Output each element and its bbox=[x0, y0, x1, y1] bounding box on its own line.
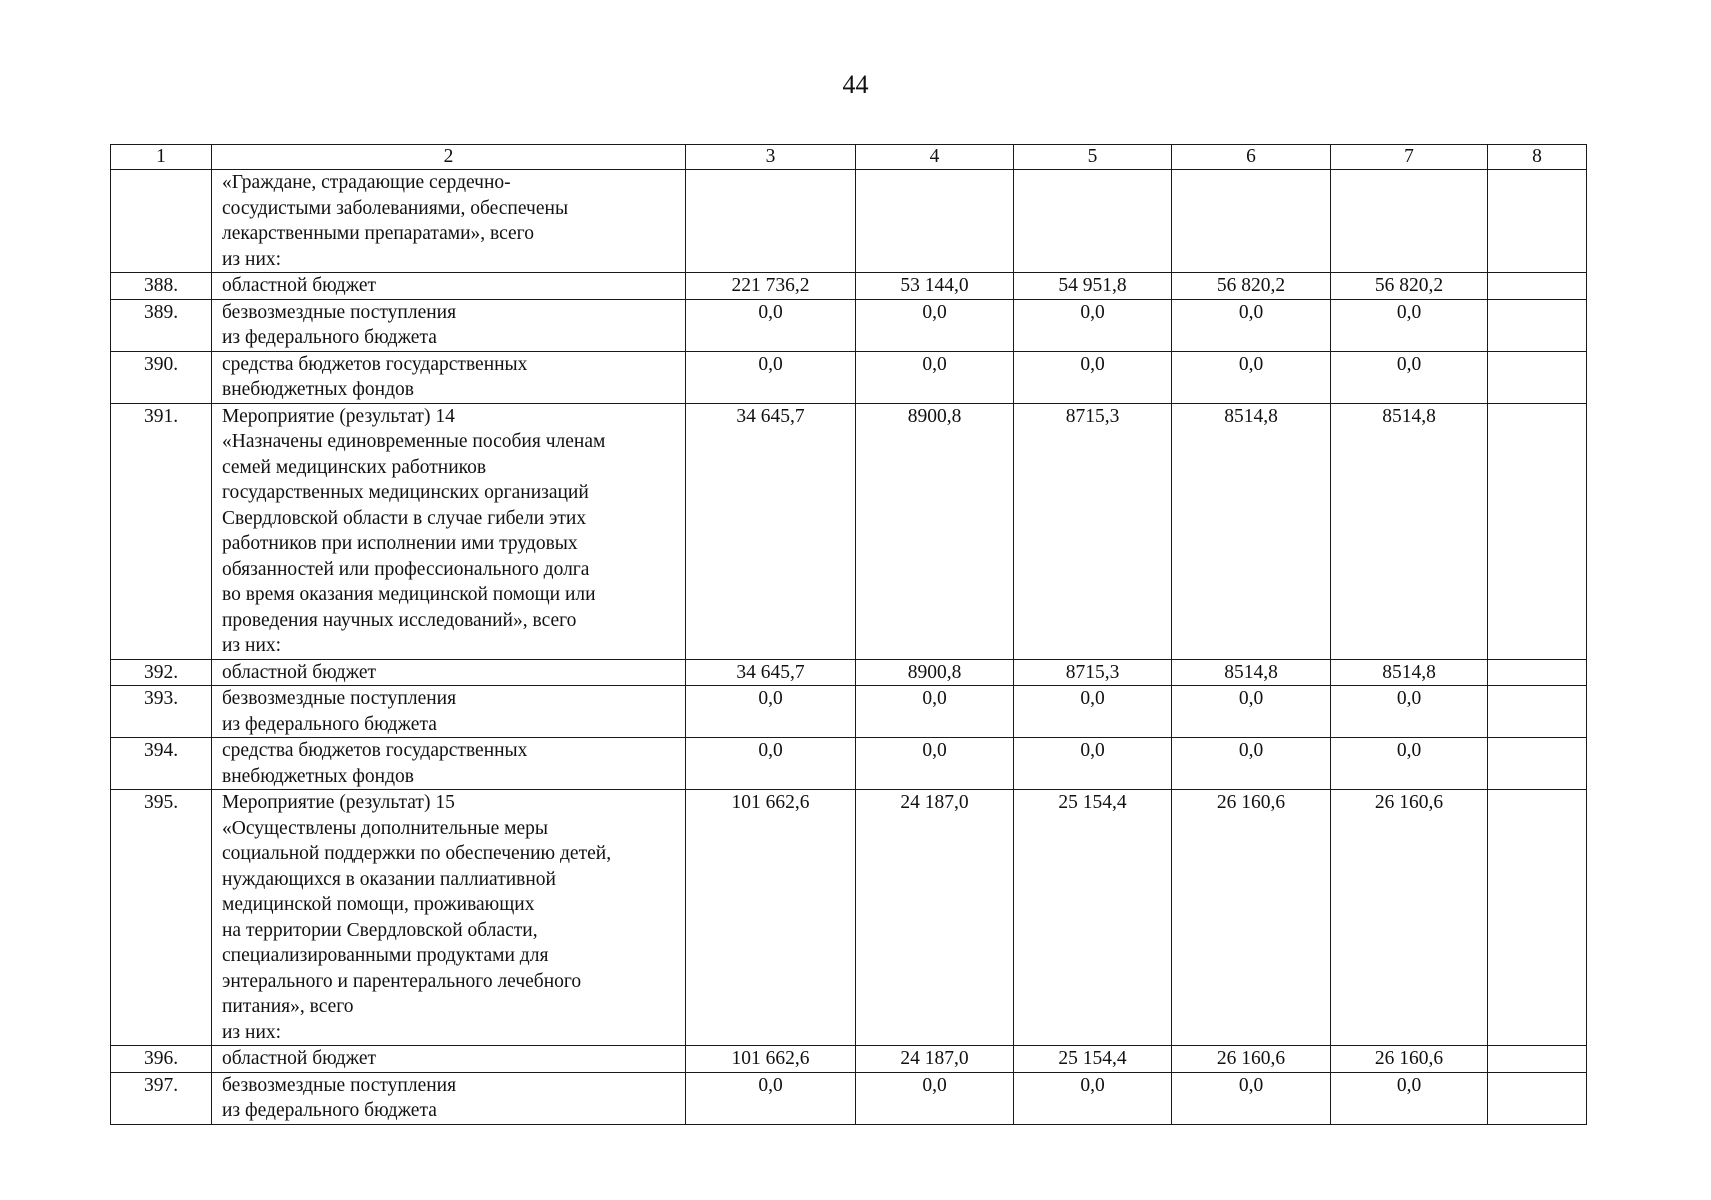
value-cell-col-7: 0,0 bbox=[1331, 351, 1488, 403]
value-cell-col-5: 54 951,8 bbox=[1014, 273, 1172, 300]
value-cell-col-4: 0,0 bbox=[856, 1072, 1014, 1124]
description-line: из них: bbox=[222, 1021, 282, 1043]
value-cell-col-8 bbox=[1488, 299, 1587, 351]
header-row bbox=[111, 145, 1587, 170]
value-cell-col-7 bbox=[1331, 170, 1488, 273]
value-cell-col-4 bbox=[856, 170, 1014, 273]
value-cell-col-6: 8514,8 bbox=[1172, 403, 1331, 659]
value-cell-col-8 bbox=[1488, 659, 1587, 686]
description-line: из них: bbox=[222, 248, 282, 270]
header-cell-3: 3 bbox=[686, 145, 856, 170]
description-line: из федерального бюджета bbox=[222, 1100, 437, 1121]
table-row bbox=[111, 299, 1587, 351]
row-number: 391. bbox=[111, 403, 212, 659]
value-cell-col-3: 0,0 bbox=[686, 686, 856, 738]
value-cell-col-6: 0,0 bbox=[1172, 1072, 1331, 1124]
description-line: Свердловской области в случае гибели этих bbox=[222, 507, 587, 529]
description-line: из федерального бюджета bbox=[222, 327, 437, 348]
value-cell-col-3: 101 662,6 bbox=[686, 790, 856, 1046]
description-line: сосудистыми заболеваниями, обеспечены bbox=[222, 197, 569, 219]
value-cell-col-5: 0,0 bbox=[1014, 1072, 1172, 1124]
description-line: внебюджетных фондов bbox=[222, 379, 414, 400]
table-row bbox=[111, 170, 1587, 273]
row-description bbox=[212, 273, 686, 300]
row-description bbox=[212, 403, 686, 659]
value-cell-col-4: 53 144,0 bbox=[856, 273, 1014, 300]
description-line: средства бюджетов государственных bbox=[222, 353, 528, 375]
description-line: безвозмездные поступления bbox=[222, 688, 457, 709]
description-line: «Граждане, страдающие сердечно- bbox=[222, 172, 511, 193]
description-line: Мероприятие (результат) 14 bbox=[222, 405, 455, 427]
table-row bbox=[111, 659, 1587, 686]
value-cell-col-3: 0,0 bbox=[686, 351, 856, 403]
value-cell-col-6: 0,0 bbox=[1172, 299, 1331, 351]
value-cell-col-5: 0,0 bbox=[1014, 351, 1172, 403]
value-cell-col-4: 24 187,0 bbox=[856, 790, 1014, 1046]
description-line: областной бюджет bbox=[222, 1048, 377, 1069]
row-description bbox=[212, 686, 686, 738]
value-cell-col-8 bbox=[1488, 738, 1587, 790]
value-cell-col-5: 0,0 bbox=[1014, 738, 1172, 790]
row-number: 390. bbox=[111, 351, 212, 403]
row-number bbox=[111, 170, 212, 273]
value-cell-col-8 bbox=[1488, 1046, 1587, 1073]
value-cell-col-6: 56 820,2 bbox=[1172, 273, 1331, 300]
row-number: 394. bbox=[111, 738, 212, 790]
table-row bbox=[111, 1072, 1587, 1124]
value-cell-col-3: 0,0 bbox=[686, 1072, 856, 1124]
value-cell-col-6: 0,0 bbox=[1172, 351, 1331, 403]
value-cell-col-8 bbox=[1488, 273, 1587, 300]
budget-table bbox=[110, 144, 1587, 1125]
row-description bbox=[212, 1046, 686, 1073]
table-row bbox=[111, 403, 1587, 659]
description-line: из федерального бюджета bbox=[222, 713, 437, 735]
value-cell-col-8 bbox=[1488, 790, 1587, 1046]
row-number: 393. bbox=[111, 686, 212, 738]
value-cell-col-5: 0,0 bbox=[1014, 686, 1172, 738]
description-line: лекарственными препаратами», всего bbox=[222, 223, 534, 244]
value-cell-col-7: 8514,8 bbox=[1331, 403, 1488, 659]
value-cell-col-8 bbox=[1488, 686, 1587, 738]
value-cell-col-8 bbox=[1488, 170, 1587, 273]
value-cell-col-6: 8514,8 bbox=[1172, 659, 1331, 686]
value-cell-col-5: 8715,3 bbox=[1014, 659, 1172, 686]
value-cell-col-5: 0,0 bbox=[1014, 299, 1172, 351]
description-line: областной бюджет bbox=[222, 275, 377, 296]
value-cell-col-3: 101 662,6 bbox=[686, 1046, 856, 1073]
value-cell-col-7: 0,0 bbox=[1331, 1072, 1488, 1124]
description-line: государственных медицинских организаций bbox=[222, 482, 589, 503]
description-line: специализированными продуктами для bbox=[222, 945, 549, 966]
value-cell-col-3: 34 645,7 bbox=[686, 659, 856, 686]
value-cell-col-7: 26 160,6 bbox=[1331, 790, 1488, 1046]
description-line: обязанностей или профессионального долга bbox=[222, 558, 590, 580]
value-cell-col-4: 8900,8 bbox=[856, 659, 1014, 686]
header-cell-6: 6 bbox=[1172, 145, 1331, 170]
value-cell-col-6: 26 160,6 bbox=[1172, 790, 1331, 1046]
row-number: 392. bbox=[111, 659, 212, 686]
value-cell-col-6: 0,0 bbox=[1172, 738, 1331, 790]
description-line: внебюджетных фондов bbox=[222, 765, 414, 787]
description-line: Мероприятие (результат) 15 bbox=[222, 792, 455, 813]
row-description bbox=[212, 170, 686, 273]
value-cell-col-4: 0,0 bbox=[856, 299, 1014, 351]
value-cell-col-5: 25 154,4 bbox=[1014, 790, 1172, 1046]
value-cell-col-8 bbox=[1488, 1072, 1587, 1124]
header-cell-1: 1 bbox=[111, 145, 212, 170]
description-line: на территории Свердловской области, bbox=[222, 919, 538, 941]
value-cell-col-6: 26 160,6 bbox=[1172, 1046, 1331, 1073]
header-cell-7: 7 bbox=[1331, 145, 1488, 170]
description-line: «Назначены единовременные пособия членам bbox=[222, 431, 606, 452]
row-description bbox=[212, 299, 686, 351]
value-cell-col-7: 0,0 bbox=[1331, 738, 1488, 790]
value-cell-col-4: 0,0 bbox=[856, 351, 1014, 403]
value-cell-col-4: 0,0 bbox=[856, 738, 1014, 790]
table-row bbox=[111, 790, 1587, 1046]
header-cell-5: 5 bbox=[1014, 145, 1172, 170]
page-number: 44 bbox=[842, 70, 869, 99]
value-cell-col-3: 0,0 bbox=[686, 738, 856, 790]
table-row bbox=[111, 273, 1587, 300]
header-cell-4: 4 bbox=[856, 145, 1014, 170]
value-cell-col-3 bbox=[686, 170, 856, 273]
row-description bbox=[212, 790, 686, 1046]
description-line: семей медицинских работников bbox=[222, 456, 487, 478]
description-line: «Осуществлены дополнительные меры bbox=[222, 817, 548, 839]
description-line: энтерального и парентерального лечебного bbox=[222, 970, 582, 992]
value-cell-col-3: 0,0 bbox=[686, 299, 856, 351]
header-cell-2: 2 bbox=[212, 145, 686, 170]
value-cell-col-8 bbox=[1488, 351, 1587, 403]
row-number: 397. bbox=[111, 1072, 212, 1124]
value-cell-col-4: 24 187,0 bbox=[856, 1046, 1014, 1073]
row-number: 389. bbox=[111, 299, 212, 351]
description-line: из них: bbox=[222, 635, 282, 656]
table-row bbox=[111, 1046, 1587, 1073]
row-description bbox=[212, 659, 686, 686]
header-cell-8: 8 bbox=[1488, 145, 1587, 170]
value-cell-col-7: 26 160,6 bbox=[1331, 1046, 1488, 1073]
row-description bbox=[212, 1072, 686, 1124]
value-cell-col-3: 34 645,7 bbox=[686, 403, 856, 659]
description-line: областной бюджет bbox=[222, 661, 377, 683]
description-line: социальной поддержки по обеспечению детей, bbox=[222, 843, 612, 864]
value-cell-col-5 bbox=[1014, 170, 1172, 273]
table-body bbox=[111, 145, 1587, 1125]
description-line: питания», всего bbox=[222, 996, 354, 1017]
table-row bbox=[111, 738, 1587, 790]
row-description bbox=[212, 351, 686, 403]
value-cell-col-5: 25 154,4 bbox=[1014, 1046, 1172, 1073]
value-cell-col-8 bbox=[1488, 403, 1587, 659]
row-description bbox=[212, 738, 686, 790]
row-number: 396. bbox=[111, 1046, 212, 1073]
table-row bbox=[111, 351, 1587, 403]
value-cell-col-5: 8715,3 bbox=[1014, 403, 1172, 659]
description-line: безвозмездные поступления bbox=[222, 301, 457, 323]
row-number: 388. bbox=[111, 273, 212, 300]
value-cell-col-4: 0,0 bbox=[856, 686, 1014, 738]
description-line: работников при исполнении ими трудовых bbox=[222, 533, 578, 554]
description-line: проведения научных исследований», всего bbox=[222, 609, 577, 631]
description-line: безвозмездные поступления bbox=[222, 1074, 457, 1096]
table-row bbox=[111, 686, 1587, 738]
value-cell-col-6: 0,0 bbox=[1172, 686, 1331, 738]
description-line: средства бюджетов государственных bbox=[222, 740, 528, 761]
value-cell-col-6 bbox=[1172, 170, 1331, 273]
value-cell-col-7: 8514,8 bbox=[1331, 659, 1488, 686]
value-cell-col-7: 56 820,2 bbox=[1331, 273, 1488, 300]
value-cell-col-4: 8900,8 bbox=[856, 403, 1014, 659]
description-line: медицинской помощи, проживающих bbox=[222, 894, 535, 915]
description-line: нуждающихся в оказании паллиативной bbox=[222, 868, 556, 890]
description-line: во время оказания медицинской помощи или bbox=[222, 584, 596, 605]
row-number: 395. bbox=[111, 790, 212, 1046]
value-cell-col-3: 221 736,2 bbox=[686, 273, 856, 300]
value-cell-col-7: 0,0 bbox=[1331, 299, 1488, 351]
value-cell-col-7: 0,0 bbox=[1331, 686, 1488, 738]
